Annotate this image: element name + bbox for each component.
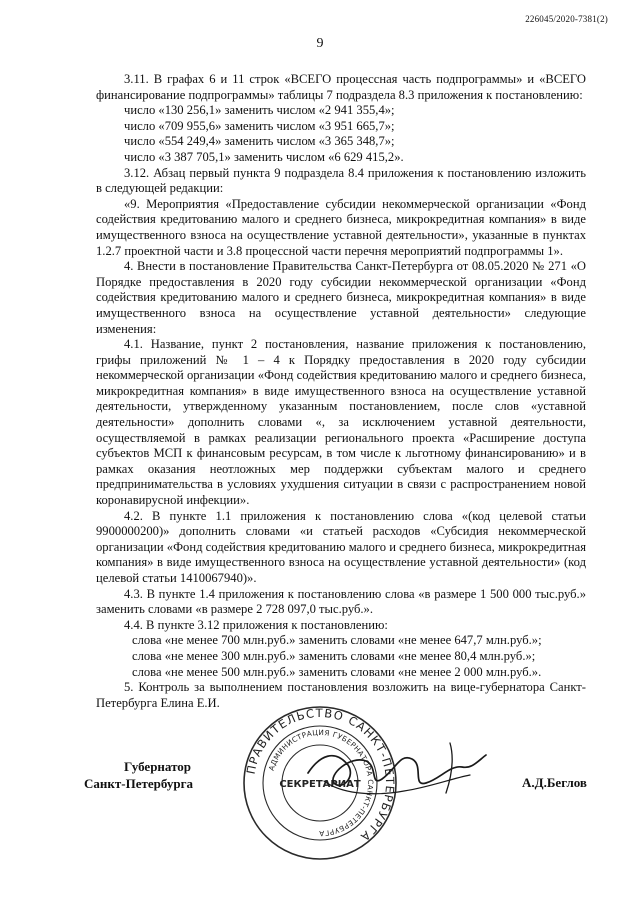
svg-text:СЕКРЕТАРИАТ: СЕКРЕТАРИАТ	[279, 779, 361, 790]
list-item: число «130 256,1» заменить числом «2 941 355,4»;	[124, 103, 395, 118]
svg-text:АДМИНИСТРАЦИЯ ГУБЕРНАТОРА САНК: АДМИНИСТРАЦИЯ ГУБЕРНАТОРА САНКТ-ПЕТЕРБУРГА	[266, 727, 376, 839]
handwritten-signature	[300, 735, 490, 805]
paragraph-4-1: 4.1. Название, пункт 2 постановления, название приложения к постановлению, грифы приложений № 1 – 4 к Порядку предоставления в 2020 году субсидии некоммерческой организации «Фонд содействия кредитованию малого и среднего бизнеса, микрокредитная компания» в виде имущественного взноса на осуществление уставной деятельности, утвержденному указанным постановлением, после слов «уставной деятельности» дополнить словами «, за исключением уставной деятельности, осуществляемой в рамках реализации регионального проекта «Расширение доступа субъектов МСП к финансовым ресурсам, в том числе к льготному финансированию» и в рамках оказания неотложных мер поддержки субъектам малого и среднего предпринимательства в условиях ухудшения ситуации в связи с распространением новой коронавирусной инфекции».	[96, 337, 586, 508]
svg-text:ПРАВИТЕЛЬСТВО САНКТ-ПЕТЕРБУРГА: ПРАВИТЕЛЬСТВО САНКТ-ПЕТЕРБУРГА	[243, 705, 398, 845]
list-item: число «554 249,4» заменить числом «3 365 348,7»;	[124, 134, 395, 149]
paragraph-5: 5. Контроль за выполнением постановления возложить на вице-губернатора Санкт-Петербурга Елина Е.И.	[96, 680, 586, 710]
signatory-position	[84, 758, 193, 792]
list-item: слова «не менее 700 млн.руб.» заменить словами «не менее 647,7 млн.руб.»;	[132, 633, 542, 648]
document-body	[96, 72, 586, 711]
paragraph-4-2: 4.2. В пункте 1.1 приложения к постановлению слова «(код целевой статьи 9900000200)» дополнить словами «и статьей расходов «Субсидия некоммерческой организации «Фонд содействия кредитованию малого и среднего бизнеса, микрокредитная компания» в виде имущественного взноса на осуществление уставной деятельности» (код целевой статьи 1410067940)».	[96, 508, 586, 585]
paragraph-4: 4. Внести в постановление Правительства Санкт-Петербурга от 08.05.2020 № 271 «О Порядке предоставления в 2020 году субсидии некоммерческой организации «Фонд содействия кредитованию малого и среднего бизнеса, микрокредитная компания» в виде имущественного взноса на осуществление уставной деятельности» следующие изменения:	[96, 259, 586, 336]
page-number: 9	[316, 36, 324, 51]
list-item: число «709 955,6» заменить числом «3 951 665,7»;	[124, 118, 395, 133]
paragraph-3-12: 3.12. Абзац первый пункта 9 подраздела 8.4 приложения к постановлению изложить в следующей редакции:	[96, 165, 586, 196]
list-item: слова «не менее 300 млн.руб.» заменить словами «не менее 80,4 млн.руб.»;	[132, 648, 536, 663]
paragraph-4-3: 4.3. В пункте 1.4 приложения к постановлению слова «в размере 1 500 000 тыс.руб.» заменить словами «в размере 2 728 097,0 тыс.руб.».	[96, 586, 586, 617]
signatory-name: А.Д.Беглов	[522, 775, 587, 790]
list-item: число «3 387 705,1» заменить числом «6 629 415,2».	[124, 149, 404, 164]
list-item: слова «не менее 500 млн.руб.» заменить словами «не менее 2 000 млн.руб.».	[132, 664, 542, 679]
signatory-title: Губернатор	[124, 759, 192, 774]
signatory-region: Санкт-Петербурга	[84, 776, 193, 791]
document-number: 226045/2020-7381(2)	[525, 14, 608, 24]
paragraph-3-11: 3.11. В графах 6 и 11 строк «ВСЕГО процессная часть подпрограммы» и «ВСЕГО финансирование подпрограммы» таблицы 7 подраздела 8.3 приложения к постановлению:	[96, 72, 586, 102]
paragraph-4-4: 4.4. В пункте 3.12 приложения к постановлению:	[124, 617, 388, 632]
paragraph-quote-9: «9. Мероприятия «Предоставление субсидии некоммерческой организации «Фонд содействия кредитованию малого и среднего бизнеса, микрокредитная компания» в виде имущественного взноса на осуществление уставной деятельности», указанные в пунктах 1.2.7 проектной части и 3.8 процессной части перечня мероприятий подпрограммы 1».	[96, 196, 586, 258]
